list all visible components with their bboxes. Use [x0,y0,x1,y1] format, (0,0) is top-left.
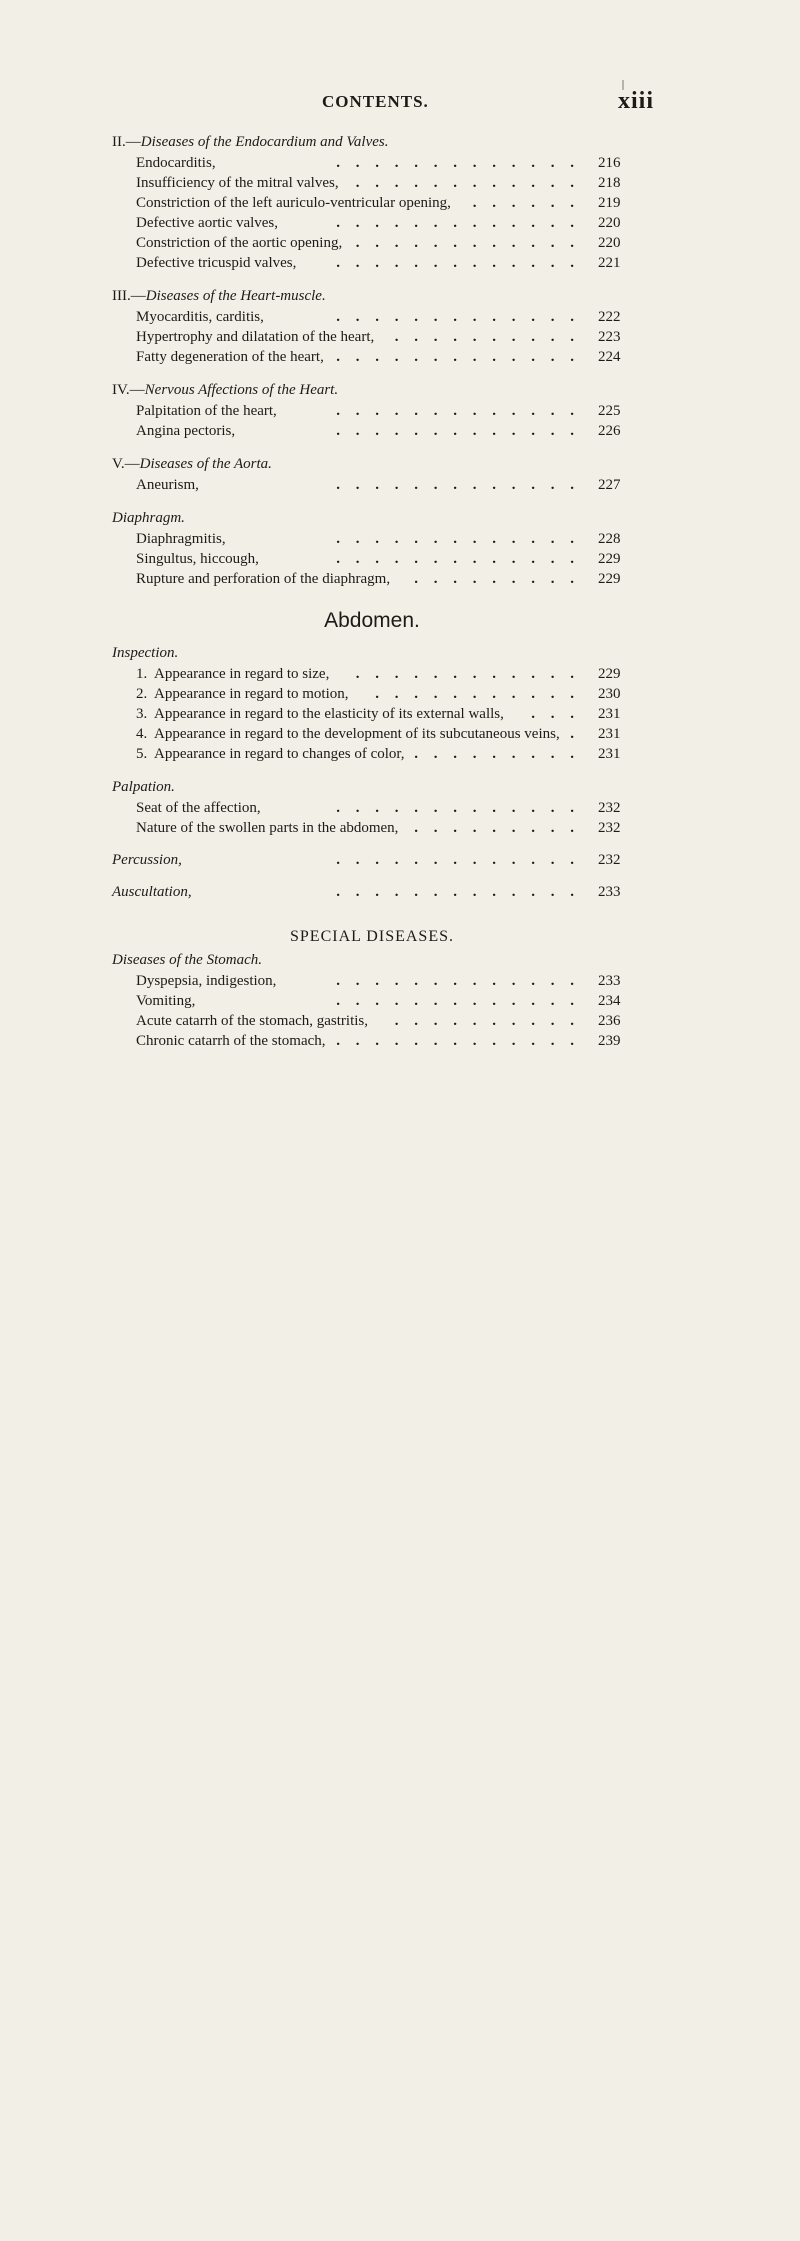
section-title: Diseases of the Heart-muscle. [145,288,326,304]
palpation-entries [112,798,632,838]
page-ref: 230 [598,686,621,702]
toc-entry [112,327,632,347]
toc-entry [112,704,632,724]
page-ref: 231 [598,706,621,722]
entry-label: Hypertrophy and dilatation of the heart, [136,329,375,345]
page-ref: 218 [598,175,621,191]
entry-label: Rupture and perforation of the diaphragm, [136,571,391,587]
percussion-entry [112,850,632,870]
entry-label: Appearance in regard to size, [154,666,330,682]
abdomen-title: Abdomen. [324,609,420,632]
entry-label: Acute catarrh of the stomach, gastritis, [136,1013,369,1029]
entry-label: Aneurism, [136,477,199,493]
toc-entry [112,798,632,818]
entry-label: Constriction of the left auriculo-ventricular opening, [136,195,451,211]
leader-dots: . . . . . . . . . . . . . [336,993,580,1009]
stomach-entries [112,971,632,1051]
entry-label: Nature of the swollen parts in the abdomen, [136,820,399,836]
leader-dots: . . . . . . . . . . . . . [336,349,580,365]
leader-dots: . . . . . . . . . . . . . [336,255,580,271]
section-title: Nervous Affections of the Heart. [144,382,339,398]
entry-number: 2. [136,686,148,702]
toc-entry [112,991,632,1011]
leader-dots: . . . . . . . . . . . . . [336,551,580,567]
leader-dots: . . . . . . . . . . . . . [336,884,580,900]
entry-number: 5. [136,746,148,762]
leader-dots: . . . . . . . . . . . . . [336,852,580,868]
entry-label: Chronic catarrh of the stomach, [136,1033,326,1049]
entry-label: Appearance in regard to the development of its subcutaneous veins, [154,726,560,742]
leader-dots: . . . . . . . . . . . . . [336,800,580,816]
toc-entry [112,744,632,764]
toc-entry [112,724,632,744]
section-title: Diseases of the Endocardium and Valves. [140,134,389,150]
entry-label: Angina pectoris, [136,423,236,439]
leader-dots: . . . . . . . . . . . . . [336,1033,580,1049]
page-ref: 226 [598,423,621,439]
contents-list [112,132,632,1051]
leader-dots: . . . . . . [472,195,580,211]
page-ref: 225 [598,403,621,419]
page-ref: 231 [598,746,621,762]
page-ref: 216 [598,155,621,171]
entry-label: Myocarditis, carditis, [136,309,264,325]
stomach-heading: Diseases of the Stomach. [112,952,262,968]
section-roman: IV. [112,382,130,398]
page-ref: 236 [598,1013,621,1029]
leader-dots: . . . . . . . . . . . . . [336,973,580,989]
leader-dots: . . . . . . . . . . . . [355,666,580,682]
entry-label: Diaphragmitis, [136,531,226,547]
entry-label: Fatty degeneration of the heart, [136,349,324,365]
toc-entry [112,421,632,441]
leader-dots: . . . . . . . . . . . . . [336,309,580,325]
toc-entry [112,347,632,367]
section-heading: III.—Diseases of the Heart-muscle. [112,288,326,304]
page-ref: 233 [598,884,621,900]
inspection-entries [112,664,632,764]
leader-dots: . . . . . . . . . . . . . [336,531,580,547]
toc-entry [112,818,632,838]
leader-dots: . [570,726,580,742]
page-ref: 227 [598,477,621,493]
palpation-heading: Palpation. [112,779,175,795]
page-ref: 229 [598,666,621,682]
leader-dots: . . . . . . . . . . [394,1013,580,1029]
toc-entry [112,173,632,193]
page-ref: 232 [598,852,621,868]
section-heading: V.—Diseases of the Aorta. [112,456,272,472]
entry-label: Defective aortic valves, [136,215,279,231]
entry-label: Insufficiency of the mitral valves, [136,175,339,191]
toc-entry [112,307,632,327]
leader-dots: . . . . . . . . . . . . . [336,423,580,439]
page-ref: 229 [598,571,621,587]
section-roman: V. [112,456,125,472]
section-roman: II. [112,134,126,150]
inspection-heading: Inspection. [112,645,179,661]
entry-label: Palpitation of the heart, [136,403,277,419]
chapter-sections [112,132,632,589]
toc-entry [112,684,632,704]
leader-dots: . . . . . . . . . . . . [355,175,580,191]
toc-entry [112,549,632,569]
toc-entry [112,253,632,273]
page-header [0,88,800,116]
entry-label: Seat of the affection, [136,800,261,816]
page-ref: 239 [598,1033,621,1049]
entry-label: Singultus, hiccough, [136,551,259,567]
section-roman: III. [112,288,131,304]
leader-dots: . . . . . . . . . [414,820,580,836]
leader-dots: . . . . . . . . . . . . . [336,215,580,231]
entry-label: Defective tricuspid valves, [136,255,297,271]
toc-entry [112,1031,632,1051]
page-ref: 232 [598,800,621,816]
page-ref: 231 [598,726,621,742]
toc-entry [112,569,632,589]
running-title: CONTENTS. [322,92,429,111]
entry-number: 1. [136,666,148,682]
entry-label: Appearance in regard to changes of color, [154,746,405,762]
page-ref: 228 [598,531,621,547]
leader-dots: . . . . . . . . . . [394,329,580,345]
leader-dots: . . . . . . . . . . . . . [336,477,580,493]
auscultation-entry [112,882,632,902]
page-ref: 229 [598,551,621,567]
page-ref: 224 [598,349,621,365]
toc-entry [112,529,632,549]
page-ref: 234 [598,993,621,1009]
page-ref: 233 [598,973,621,989]
leader-dots: . . . . . . . . . . . [375,686,580,702]
section-heading [112,508,632,529]
page-ref: 221 [598,255,621,271]
leader-dots: . . . . . . . . . . . . [355,235,580,251]
toc-entry [112,971,632,991]
entry-label: Appearance in regard to the elasticity of its external walls, [154,706,504,722]
page-ref: 222 [598,309,621,325]
entry-label: Vomiting, [136,993,196,1009]
entry-label: Constriction of the aortic opening, [136,235,343,251]
entry-number: 3. [136,706,148,722]
leader-dots: . . . [531,706,580,722]
page-ref: 219 [598,195,621,211]
toc-entry [112,233,632,253]
entry-label: Dyspepsia, indigestion, [136,973,277,989]
leader-dots: . . . . . . . . . [414,746,580,762]
page-number: xiii [618,88,655,114]
toc-entry [112,475,632,495]
toc-entry [112,1011,632,1031]
leader-dots: . . . . . . . . . . . . . [336,155,580,171]
section-title: Diaphragm. [112,510,185,526]
toc-entry [112,664,632,684]
entry-number: 4. [136,726,148,742]
section-heading: IV.—Nervous Affections of the Heart. [112,382,339,398]
auscultation-label: Auscultation, [112,884,192,900]
entry-label: Endocarditis, [136,155,216,171]
page-ref: 220 [598,235,621,251]
special-diseases-title: SPECIAL DISEASES. [290,928,454,945]
section-title: Diseases of the Aorta. [139,456,272,472]
page-ref: 232 [598,820,621,836]
page-ref: 223 [598,329,621,345]
toc-entry [112,193,632,213]
page-ref: 220 [598,215,621,231]
leader-dots: . . . . . . . . . [414,571,580,587]
leader-dots: . . . . . . . . . . . . . [336,403,580,419]
entry-label: Appearance in regard to motion, [154,686,349,702]
toc-entry [112,153,632,173]
toc-entry [112,401,632,421]
toc-entry [112,213,632,233]
section-heading: II.—Diseases of the Endocardium and Valves. [112,134,389,150]
percussion-label: Percussion, [112,852,182,868]
